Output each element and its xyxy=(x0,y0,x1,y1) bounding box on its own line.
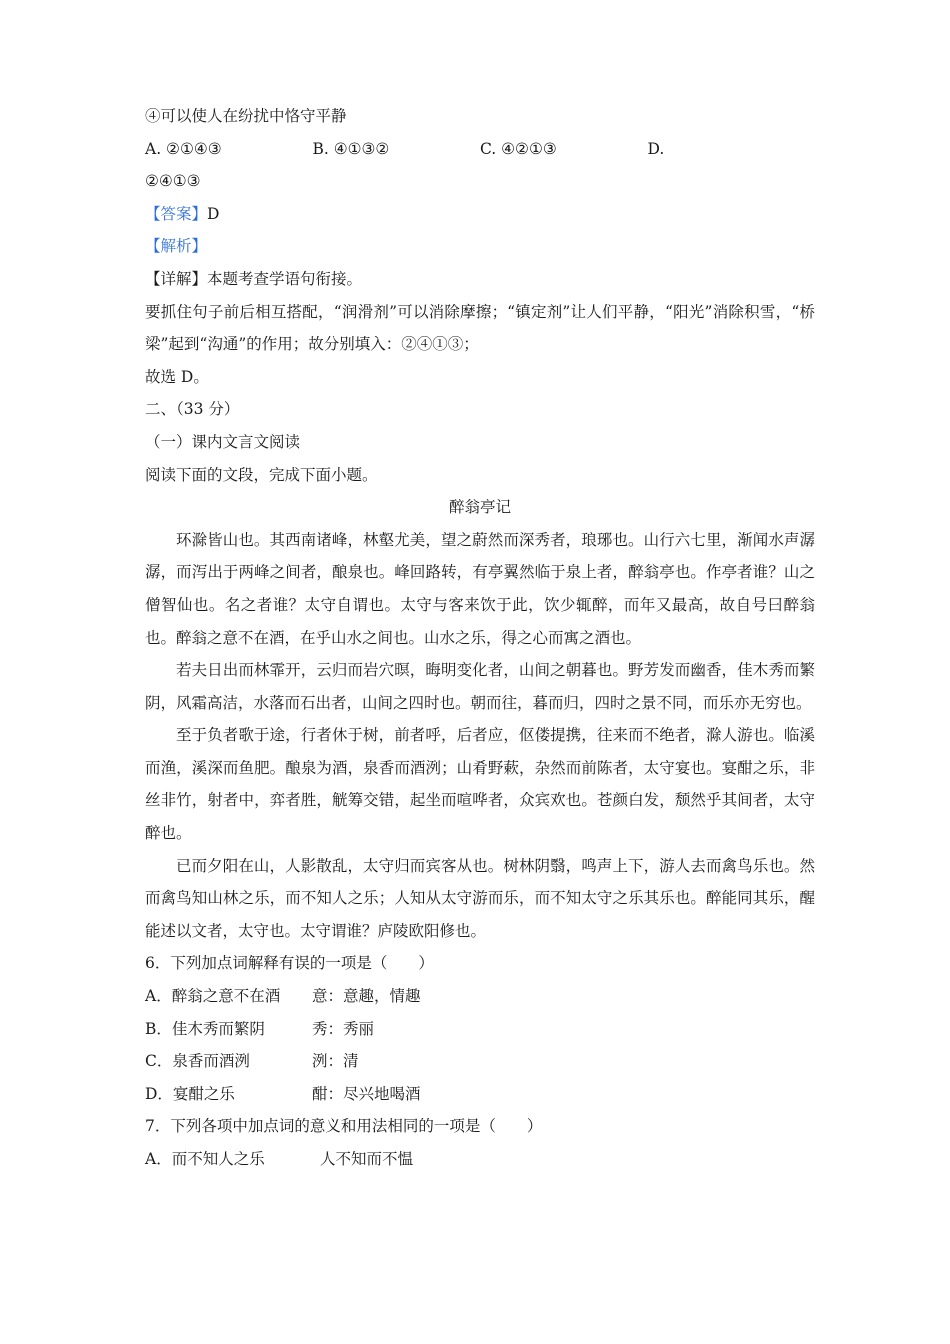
detail-line: 【详解】本题考查学语句衔接。 xyxy=(145,269,363,288)
q5-option-d-continued: ②④①③ xyxy=(145,172,201,191)
q6-option-b-text: B．佳木秀而繁阴 xyxy=(145,1019,265,1038)
q5-option-d: D. xyxy=(647,139,665,158)
q5-option-c: C. ④②①③ xyxy=(480,139,557,158)
passage-paragraph-2: 若夫日出而林霏开，云归而岩穴暝，晦明变化者，山间之朝暮也。野芳发而幽香，佳木秀而繁阴，风霜高洁，水落而石出者，山间之四时也。朝而往，暮而归，四时之景不同，而乐亦无穷也。 xyxy=(145,661,815,712)
q5-options xyxy=(145,133,815,166)
q6-stem: 6．下列加点词解释有误的一项是（ ） xyxy=(145,954,434,973)
q6-option-c xyxy=(145,1045,815,1078)
q6-option-a-gloss: 意：意趣，情趣 xyxy=(312,987,421,1006)
conclusion-line: 故选 D。 xyxy=(145,367,209,386)
q6-option-c-text: C．泉香而酒洌 xyxy=(145,1052,250,1071)
section-subheading: （一）课内文言文阅读 xyxy=(145,432,301,451)
q7-option-a-compare: 人不知而不愠 xyxy=(320,1150,414,1168)
explanation-text: 要抓住句子前后相互搭配，“润滑剂”可以消除摩擦；“镇定剂”让人们平静，“阳光”消除积雪，“桥梁”起到“沟通”的作用；故分别填入：②④①③； xyxy=(145,302,815,354)
q7-stem: 7．下列各项中加点词的意义和用法相同的一项是（ ） xyxy=(145,1117,543,1136)
answer-line xyxy=(145,198,815,231)
q6-option-a xyxy=(145,980,815,1013)
passage-paragraph-4: 已而夕阳在山，人影散乱，太守归而宾客从也。树林阴翳，鸣声上下，游人去而禽鸟乐也。然而禽鸟知山林之乐，而不知人之乐；人知从太守游而乐，而不知太守之乐其乐也。醉能同其乐，醒能述以文者，太守也。太守谓谁？庐陵欧阳修也。 xyxy=(145,856,815,940)
q7-option-a-text: A．而不知人之乐 xyxy=(145,1150,265,1168)
section-heading: 二、（33 分） xyxy=(145,400,240,419)
q5-option-a: A. ②①④③ xyxy=(145,139,222,158)
passage-title: 醉翁亭记 xyxy=(448,498,511,517)
analysis-tag: 【解析】 xyxy=(145,237,208,256)
q6-option-b xyxy=(145,1013,815,1046)
q6-option-d xyxy=(145,1078,815,1111)
q6-option-d-gloss: 酣：尽兴地喝酒 xyxy=(312,1084,421,1103)
q5-option-b: B. ④①③② xyxy=(312,139,390,158)
q5-item-4: ④可以使人在纷扰中恪守平静 xyxy=(145,107,347,125)
answer-tag: 【答案】 xyxy=(145,204,208,223)
document-page xyxy=(145,100,815,1176)
q6-option-a-text: A．醉翁之意不在酒 xyxy=(145,987,281,1006)
passage-paragraph-1: 环滁皆山也。其西南诸峰，林壑尤美，望之蔚然而深秀者，琅琊也。山行六七里，渐闻水声潺潺，而泻出于两峰之间者，酿泉也。峰回路转，有亭翼然临于泉上者，醉翁亭也。作亭者谁？山之僧智仙也。名之者谁？太守自谓也。太守与客来饮于此，饮少辄醉，而年又最高，故自号曰醉翁也。醉翁之意不在酒，在乎山水之间也。山水之乐，得之心而寓之酒也。 xyxy=(145,530,815,647)
passage-paragraph-3: 至于负者歌于途，行者休于树，前者呼，后者应，伛偻提携，往来而不绝者，滁人游也。临溪而渔，溪深而鱼肥。酿泉为酒，泉香而酒洌；山肴野蔌，杂然而前陈者，太守宴也。宴酣之乐，非丝非竹，射者中，弈者胜，觥筹交错，起坐而喧哗者，众宾欢也。苍颜白发，颓然乎其间者，太守醉也。 xyxy=(145,726,815,843)
q6-option-d-text: D．宴酣之乐 xyxy=(145,1084,235,1103)
q7-option-a xyxy=(145,1143,815,1176)
instruction-line: 阅读下面的文段，完成下面小题。 xyxy=(145,465,378,484)
q6-option-b-gloss: 秀：秀丽 xyxy=(312,1019,375,1038)
answer-value: D xyxy=(207,204,220,223)
q6-option-c-gloss: 洌：清 xyxy=(312,1052,359,1071)
